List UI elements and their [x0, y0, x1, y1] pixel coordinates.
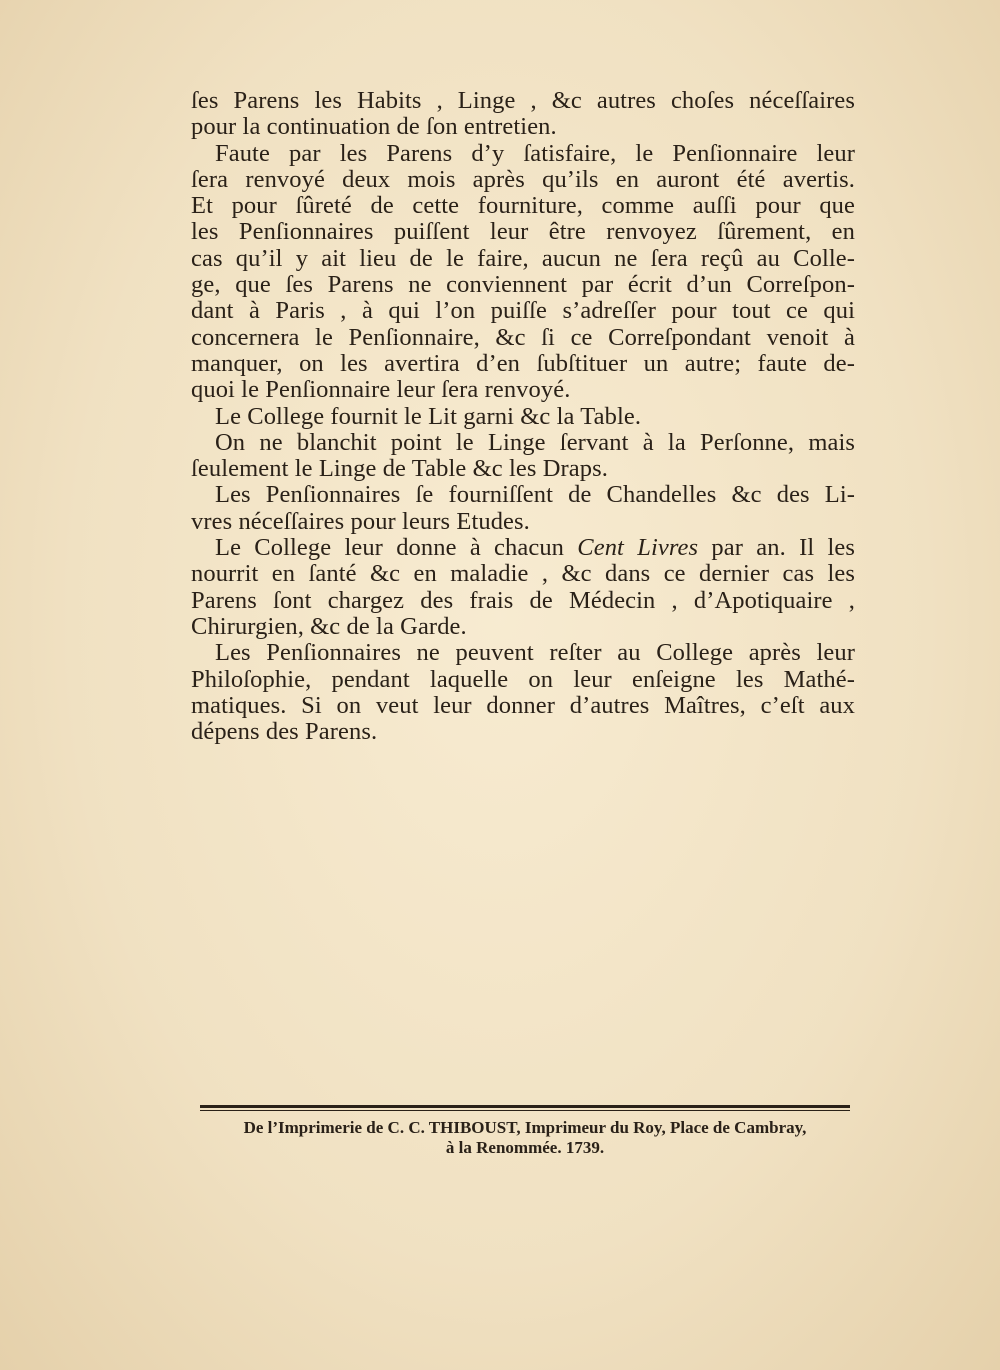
text-line: ſeulement le Linge de Table &c les Draps.	[191, 455, 608, 483]
text-line: quoi le Penſionnaire leur ſera renvoyé.	[191, 376, 571, 404]
text-segment: Le College leur donne à chacun	[215, 534, 578, 562]
text-line: vres néceſſaires pour leurs Etudes.	[191, 507, 530, 535]
text-line: ge, que ſes Parens ne conviennent par écrit d’un Correſpon-	[191, 271, 855, 299]
text-line: cas qu’il y ait lieu de le faire, aucun ne ſera reçû au Colle-	[191, 244, 855, 272]
text-line: Faute par les Parens d’y ſatisfaire, le Penſionnaire leur	[215, 139, 855, 167]
text-line: manquer, on les avertira d’en ſubſtituer un autre; faute de-	[191, 349, 855, 377]
text-line: dépens des Parens.	[191, 718, 378, 746]
text-line	[191, 535, 855, 561]
italic-phrase: Cent Livres	[577, 534, 699, 562]
divider-rule	[200, 1105, 850, 1108]
text-line: On ne blanchit point le Linge ſervant à la Perſonne, mais	[215, 428, 855, 456]
text-line: Philoſophie, pendant laquelle on leur enſeigne les Mathé-	[191, 665, 855, 693]
text-line: matiques. Si on veut leur donner d’autres Maîtres, c’eſt aux	[191, 691, 855, 719]
text-line: Le College fournit le Lit garni &c la Table.	[215, 402, 642, 430]
printer-imprint	[190, 1118, 860, 1158]
text-line: Chirurgien, &c de la Garde.	[191, 612, 467, 640]
text-line: nourrit en ſanté &c en maladie , &c dans ce dernier cas les	[191, 560, 855, 588]
text-line: Parens ſont chargez des frais de Médecin , d’Apotiquaire ,	[191, 586, 855, 614]
text-line: les Penſionnaires puiſſent leur être renvoyez ſûrement, en	[191, 218, 855, 246]
body-text	[191, 88, 855, 745]
text-line: Les Penſionnaires ne peuvent reſter au College après leur	[215, 639, 855, 667]
imprint-line: à la Renommée. 1739.	[445, 1138, 605, 1157]
text-line: ſera renvoyé deux mois après qu’ils en auront été avertis.	[191, 165, 855, 193]
text-line: Et pour ſûreté de cette fourniture, comme auſſi pour que	[191, 192, 855, 220]
text-segment: par an. Il les	[698, 534, 856, 562]
text-line: concernera le Penſionnaire, &c ſi ce Correſpondant venoit à	[191, 323, 855, 351]
text-line: pour la continuation de ſon entretien.	[191, 113, 557, 141]
text-line: Les Penſionnaires ſe fourniſſent de Chandelles &c des Li-	[215, 481, 855, 509]
text-line: dant à Paris , à qui l’on puiſſe s’adreſſer pour tout ce qui	[191, 297, 855, 325]
text-line: ſes Parens les Habits , Linge , &c autres choſes néceſſaires	[191, 87, 855, 114]
imprint-line: De l’Imprimerie de C. C. THIBOUST, Imprimeur du Roy, Place de Cambray,	[243, 1118, 807, 1137]
divider-rule-thin	[200, 1110, 850, 1111]
